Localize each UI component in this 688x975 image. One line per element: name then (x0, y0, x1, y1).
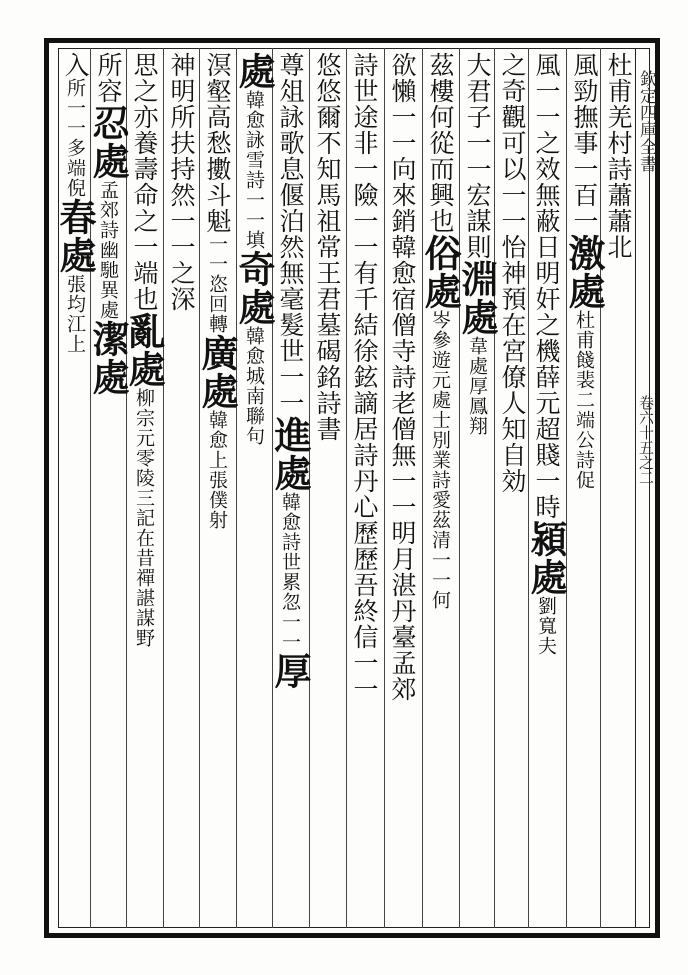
heading-term: 處 (232, 52, 276, 90)
column-rule (422, 48, 423, 928)
annotation-text: 一一恣回轉 (206, 234, 228, 334)
column-text: 杜甫羌村詩蕭蕭北 (604, 52, 633, 260)
heading-term: 進處 (268, 416, 312, 492)
heading-term: 奇處 (232, 250, 276, 326)
text-column (562, 52, 606, 922)
annotation-text: 韓愈上張僕射 (206, 410, 228, 530)
annotation-text: 韓愈詩世累忽一一 (279, 492, 301, 652)
heading-term: 潔處 (86, 320, 130, 396)
text-column (166, 52, 196, 922)
heading-term: 厚 (268, 652, 312, 690)
column-text: 風勁撫事一百一 (570, 52, 599, 234)
text-column (349, 52, 379, 922)
annotation-text: 韓愈詠雪詩一一填 (243, 90, 265, 250)
column-text: 欲懶一一向來銷韓愈宿僧寺詩老僧無一一明月湛丹臺孟郊 (388, 52, 417, 702)
annotation-text: 柳宗元零陵三記在昔禪諶謀野 (133, 388, 155, 648)
annotation-text: 岑參遊元處士別業詩愛茲清一一何 (429, 310, 451, 610)
annotation-text: 韋處厚鳳翔 (466, 336, 488, 436)
column-text: 之奇觀可以一一怡神預在宮僚人知自効 (498, 52, 527, 494)
heading-term: 俗處 (418, 234, 462, 310)
annotation-text: 劉寬夫 (535, 596, 557, 656)
text-column (524, 52, 568, 922)
text-column (603, 52, 633, 922)
column-text: 悠悠爾不知馬祖常王君墓碣銘詩書 (313, 52, 342, 442)
heading-term: 潁處 (524, 520, 568, 596)
column-rule (384, 48, 385, 928)
heading-term: 激處 (562, 234, 606, 310)
column-text: 尊俎詠歌息偃泊然無毫髮世一一 (276, 52, 305, 416)
text-column (232, 52, 276, 922)
text-column (312, 52, 342, 922)
text-column (195, 52, 239, 922)
annotation-text: 所一一多端倪 (64, 78, 86, 198)
heading-term: 淵處 (455, 260, 499, 336)
column-text: 大君子一一宏謀則 (463, 52, 492, 260)
column-rule (236, 48, 237, 928)
column-rule (494, 48, 495, 928)
annotation-text: 張均江上 (64, 274, 86, 354)
column-rule (126, 48, 127, 928)
annotation-text: 韓愈城南聯句 (243, 326, 265, 446)
heading-term: 春處 (53, 198, 97, 274)
column-rule (566, 48, 567, 928)
column-rule (199, 48, 200, 928)
text-column (122, 52, 166, 922)
column-rule (528, 48, 529, 928)
fold-margin (635, 48, 655, 928)
text-column (53, 52, 97, 922)
text-column (418, 52, 462, 922)
text-column (455, 52, 499, 922)
column-text: 思之亦養壽命之一端也 (130, 52, 159, 312)
text-column (497, 52, 527, 922)
text-column (86, 52, 130, 922)
heading-term: 忍處 (86, 104, 130, 180)
column-rule (346, 48, 347, 928)
column-text: 入 (61, 52, 90, 78)
column-text: 詩世途非一險一一有千結徐鉉謫居詩丹心歷歷吾終信一一 (350, 52, 379, 702)
column-text: 茲樓何從而興也 (426, 52, 455, 234)
column-rule (600, 48, 601, 928)
fold-volume-label: 卷六十五之二 (637, 395, 655, 485)
heading-term: 廣處 (195, 334, 239, 410)
column-text: 神明所扶持然一一之深 (167, 52, 196, 312)
column-rule (459, 48, 460, 928)
column-text: 溟壑高愁擻斗魁 (203, 52, 232, 234)
column-rule (90, 48, 91, 928)
heading-term: 亂處 (122, 312, 166, 388)
column-text: 風一一之效無蔽日明奸之機薛元超賤一時 (532, 52, 561, 520)
fold-title: 欽定四庫全書 (636, 70, 656, 172)
text-column (268, 52, 312, 922)
annotation-text: 孟郊詩幽馳異處 (97, 180, 119, 320)
text-column (387, 52, 417, 922)
column-rule (163, 48, 164, 928)
column-text: 所容 (94, 52, 123, 104)
annotation-text: 杜甫餞裴二端公詩促 (573, 310, 595, 490)
